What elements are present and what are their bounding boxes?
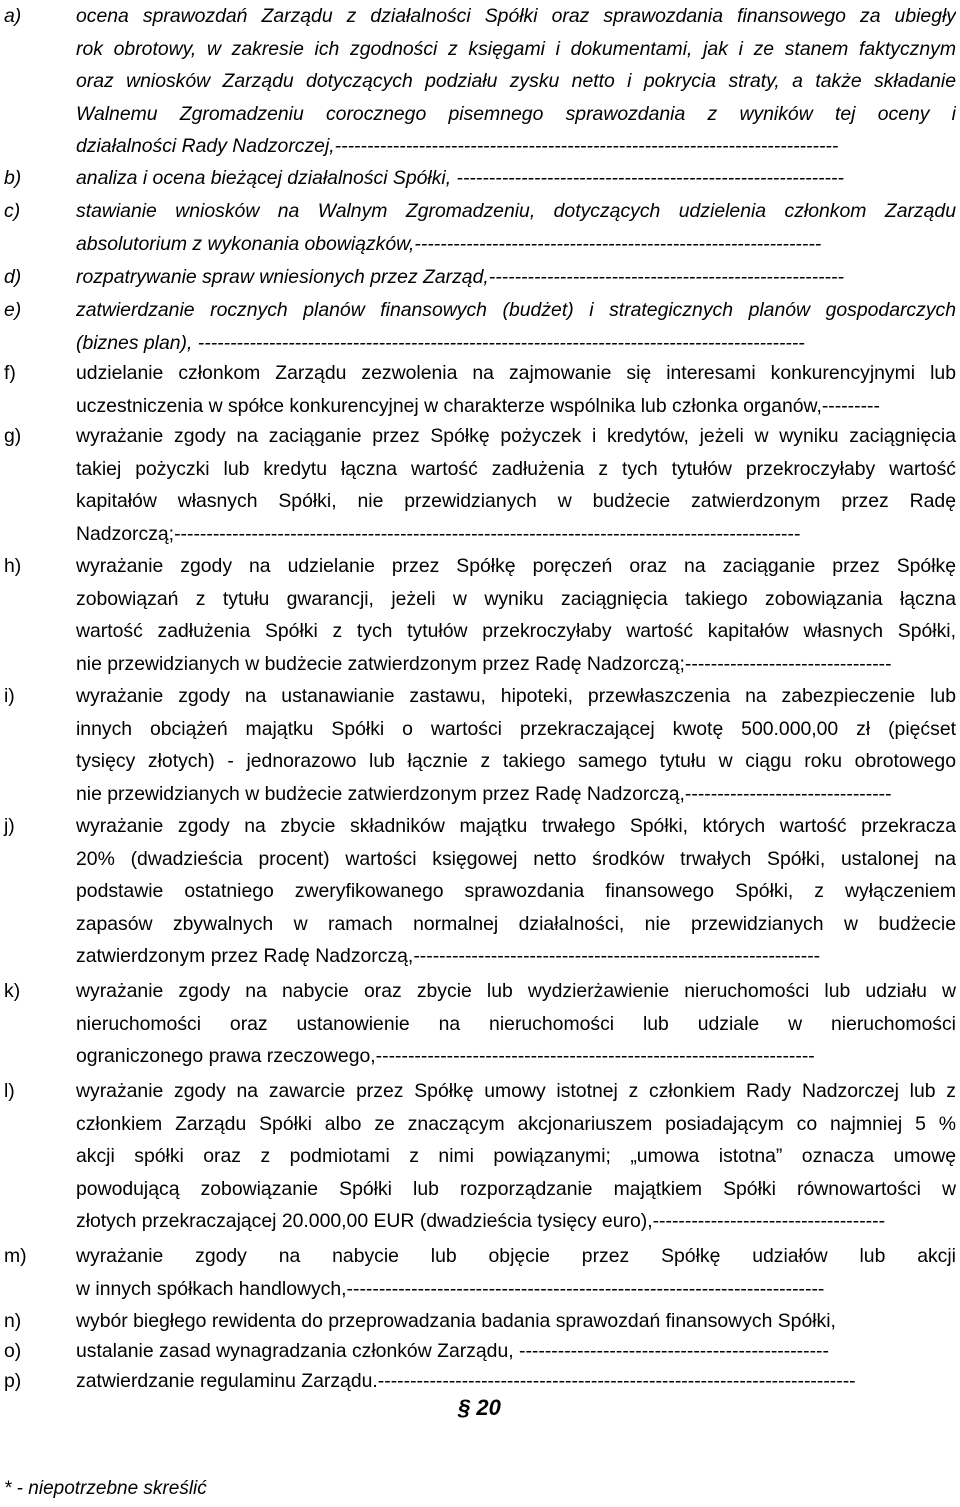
list-item-label: n) bbox=[4, 1310, 22, 1332]
section-number: § 20 bbox=[458, 1395, 501, 1420]
list-item-label: i) bbox=[4, 685, 15, 707]
list-item-line: 20% (dwadzieścia procent) wartości księgowej netto środków trwałych Spółki, ustalonej na bbox=[76, 847, 956, 870]
list-item-label: m) bbox=[4, 1245, 27, 1267]
list-item-line: nie przewidzianych w budżecie zatwierdzonym przez Radę Nadzorczą,-------------------------------- bbox=[76, 782, 892, 805]
list-item-label: b) bbox=[4, 167, 22, 189]
list-item-label: h) bbox=[4, 555, 22, 577]
list-item-line: ograniczonego prawa rzeczowego,-------------------------------------------------------------------- bbox=[76, 1045, 815, 1067]
list-item-line: akcji spółki oraz z podmiotami z nimi powiązanymi; „umowa istotna” oznacza umowę bbox=[76, 1145, 956, 1167]
list-item bbox=[0, 0, 960, 163]
list-item-line: udzielanie członkom Zarządu zezwolenia na zajmowanie się interesami konkurencyjnymi lub bbox=[76, 362, 956, 384]
list-item-line: wyrażanie zgody na ustanawianie zastawu, hipoteki, przewłaszczenia na zabezpieczenie lub bbox=[76, 685, 956, 707]
list-item-line: zatwierdzanie rocznych planów finansowych (budżet) i strategicznych planów gospodarczych bbox=[76, 299, 956, 321]
list-item-label: o) bbox=[4, 1340, 22, 1362]
list-item bbox=[0, 1335, 960, 1368]
list-item bbox=[0, 162, 960, 195]
list-item-line: złotych przekraczającej 20.000,00 EUR (dwadzieścia tysięcy euro),------------------------------------ bbox=[76, 1210, 886, 1232]
list-item-line: rozpatrywanie spraw wniesionych przez Zarząd,------------------------------------------------------- bbox=[76, 266, 844, 288]
list-item-line: wyrażanie zgody na nabycie oraz zbycie lub wydzierżawienie nieruchomości lub udziału w bbox=[76, 980, 956, 1002]
list-item bbox=[0, 1365, 960, 1398]
list-item bbox=[0, 810, 960, 973]
list-item-line: wyrażanie zgody na zbycie składników majątku trwałego Spółki, których wartość przekracza bbox=[76, 815, 956, 837]
list-item-label: e) bbox=[4, 299, 22, 321]
list-item-line: nieruchomości oraz ustanowienie na nieruchomości lub udziale w nieruchomości bbox=[76, 1012, 956, 1035]
list-item-line: rok obrotowy, w zakresie ich zgodności z księgami i dokumentami, jak i ze stanem faktycznym bbox=[76, 37, 956, 60]
list-item-line: ocena sprawozdań Zarządu z działalności Spółki oraz sprawozdania finansowego za ubiegły bbox=[76, 5, 956, 27]
list-item bbox=[0, 680, 960, 810]
list-item-line: Walnemu Zgromadzeniu corocznego pisemnego sprawozdania z wyników tej oceny i bbox=[76, 102, 956, 125]
list-item-line: takiej pożyczki lub kredytu łączna wartość zadłużenia z tych tytułów przekroczyłaby wartość bbox=[76, 457, 956, 480]
list-item-label: p) bbox=[4, 1370, 22, 1392]
list-item-line: (biznes plan), ---------------------------------------------------------------------------------------------- bbox=[76, 331, 805, 354]
list-item-line: tysięcy złotych) - jednorazowo lub łącznie z takiego samego tytułu w ciągu roku obrotowego bbox=[76, 750, 956, 772]
list-item-line: wartość zadłużenia Spółki z tych tytułów przekroczyłaby wartość kapitałów własnych Spółki, bbox=[76, 620, 956, 642]
list-item-line: innych obciążeń majątku Spółki o wartości przekraczającej kwotę 500.000,00 zł (pięćset bbox=[76, 717, 956, 740]
list-item-line: zapasów zbywalnych w ramach normalnej działalności, nie przewidzianych w budżecie bbox=[76, 912, 956, 935]
list-item-label: a) bbox=[4, 5, 22, 27]
list-item bbox=[0, 261, 960, 294]
list-item-line: zatwierdzanie regulaminu Zarządu.-------------------------------------------------------------------------- bbox=[76, 1370, 856, 1392]
list-item-label: d) bbox=[4, 266, 22, 288]
footnote: * - niepotrzebne skreślić bbox=[4, 1478, 207, 1499]
list-item-line: zobowiązań z tytułu gwarancji, jeżeli w wyniku zaciągnięcia takiego zobowiązania łączna bbox=[76, 587, 956, 610]
list-item-line: absolutorium z wykonania obowiązków,--------------------------------------------------------------- bbox=[76, 232, 822, 255]
list-item-line: uczestniczenia w spółce konkurencyjnej w charakterze wspólnika lub członka organów,--------- bbox=[76, 394, 880, 417]
list-item-line: członkiem Zarządu Spółki albo ze znaczącym akcjonariuszem posiadającym co najmniej 5 % bbox=[76, 1112, 956, 1135]
list-item bbox=[0, 1305, 960, 1338]
list-item bbox=[0, 975, 960, 1073]
list-item-line: wyrażanie zgody na nabycie lub objęcie przez Spółkę udziałów lub akcji bbox=[76, 1245, 956, 1267]
list-item-line: Nadzorczą;------------------------------------------------------------------------------------------------- bbox=[76, 522, 801, 545]
list-item bbox=[0, 550, 960, 680]
list-item bbox=[0, 1075, 960, 1238]
list-item-line: oraz wniosków Zarządu dotyczących podziału zysku netto i pokrycia straty, a także składanie bbox=[76, 70, 956, 92]
list-item-line: nie przewidzianych w budżecie zatwierdzonym przez Radę Nadzorczą;-------------------------------- bbox=[76, 652, 892, 675]
list-item-line: wyrażanie zgody na udzielanie przez Spółkę poręczeń oraz na zaciąganie przez Spółkę bbox=[76, 555, 956, 577]
list-item-line: ustalanie zasad wynagradzania członków Zarządu, ------------------------------------------------ bbox=[76, 1340, 829, 1362]
list-item-line: działalności Rady Nadzorczej,------------------------------------------------------------------------------ bbox=[76, 135, 839, 157]
list-item-line: powodującą zobowiązanie Spółki lub rozporządzanie majątkiem Spółki równowartości w bbox=[76, 1177, 956, 1200]
list-item-line: wyrażanie zgody na zawarcie przez Spółkę umowy istotnej z członkiem Rady Nadzorczej lub z bbox=[76, 1080, 956, 1102]
list-item-label: c) bbox=[4, 200, 21, 222]
list-item bbox=[0, 294, 960, 359]
list-item bbox=[0, 1240, 960, 1305]
list-item-label: f) bbox=[4, 362, 16, 384]
list-item-label: j) bbox=[4, 815, 15, 837]
list-item-label: g) bbox=[4, 425, 22, 447]
list-item-line: analiza i ocena bieżącej działalności Spółki, ------------------------------------------------------------ bbox=[76, 167, 844, 189]
list-item-label: l) bbox=[4, 1080, 15, 1102]
list-item-label: k) bbox=[4, 980, 21, 1002]
list-item-line: wybór biegłego rewidenta do przeprowadzania badania sprawozdań finansowych Spółki, bbox=[76, 1310, 836, 1332]
list-item bbox=[0, 420, 960, 550]
list-item-line: stawianie wniosków na Walnym Zgromadzeniu, dotyczących udzielenia członkom Zarządu bbox=[76, 200, 956, 222]
list-item-line: wyrażanie zgody na zaciąganie przez Spółkę pożyczek i kredytów, jeżeli w wyniku zaciągnięcia bbox=[76, 425, 956, 447]
list-item bbox=[0, 195, 960, 260]
list-item-line: podstawie ostatniego zweryfikowanego sprawozdania finansowego Spółki, z wyłączeniem bbox=[76, 880, 956, 902]
list-item-line: zatwierdzonym przez Radę Nadzorczą,--------------------------------------------------------------- bbox=[76, 945, 821, 967]
list-item-line: w innych spółkach handlowych,-------------------------------------------------------------------------- bbox=[76, 1277, 825, 1300]
list-item bbox=[0, 357, 960, 422]
list-item-line: kapitałów własnych Spółki, nie przewidzianych w budżecie zatwierdzonym przez Radę bbox=[76, 490, 956, 512]
